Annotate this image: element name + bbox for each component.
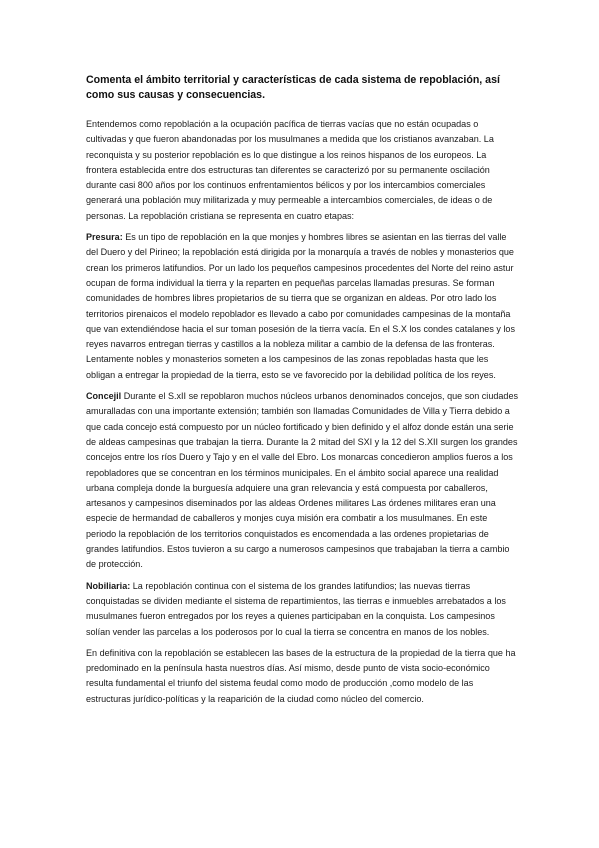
- section-heading-concejil: Concejil: [86, 391, 122, 402]
- conclusion-paragraph: En definitiva con la repoblación se establecen las bases de la estructura de la propiedad de la tierra que ha predominado en la península hasta nuestros días. Así mismo, desde punto de vista socio-económico resulta fundamental el triunfo del sistema feudal como modo de producción ,como modelo de las estructuras jurídico-políticas y la reaparición de la ciudad como núcleo del comercio.: [86, 647, 516, 704]
- section-heading-nobiliaria: Nobiliaria:: [86, 580, 131, 591]
- section-body-presura: Es un tipo de repoblación en la que monjes y hombres libres se asientan en las tierras del valle del Duero y del Pirineo; la repoblación está dirigida por la monarquía a través de nobles y monasterios que crean los primeros latifundios. Por un lado los pequeños campesinos procedentes del Norte del reino astur ocupan de forma individual la tierra y la reparten en pequeñas parcelas llamadas presuras. Se forman comunidades de hombres libres propietarios de su tierra que se organizan en aldeas. Por otro lado los territorios pirenaicos el modelo repoblador es llevado a cabo por comunidades campesinas de la montaña que van extendiéndose hacia el sur toman posesión de la tierra vacía. En el S.X los condes catalanes y los reyes navarros entregan tierras y castillos a la nobleza militar a cambio de la defensa de las fronteras. Lentamente nobles y monasterios someten a los campesinos de las zonas repobladas hasta que les obligan a entregar la propiedad de la tierra, esto se ve favorecido por la debilidad política de los reyes.: [86, 232, 515, 380]
- section-nobiliaria: [86, 579, 519, 640]
- section-heading-presura: Presura:: [86, 232, 123, 243]
- intro-paragraph: Entendemos como repoblación a la ocupación pacífica de tierras vacías que no están ocupadas o cultivadas y que fueron abandonadas por los musulmanes a medida que los cristianos avanzaban. La reconquista y su posterior repoblación es lo que distingue a los reinos hispanos de los europeos. La frontera establecida entre dos estructuras tan diferentes se caracterizó por su permanente oscilación durante casi 800 años por los continuos enfrentamientos bélicos y por los intercambios comerciales generará una población muy militarizada y muy permeable a intercambios comerciales, de ideas o de personas. La repoblación cristiana se representa en cuatro etapas:: [86, 119, 494, 221]
- section-concejil: [86, 389, 519, 573]
- section-presura: [86, 230, 519, 383]
- section-body-concejil: Durante el S.xII se repoblaron muchos núcleos urbanos denominados concejos, que son ciudades amuralladas con una importante extensión; también son llamadas Comunidades de Villa y Tierra debido a que cada concejo está compuesto por un núcleo fortificado y bien definido y el alfoz donde están una serie de aldeas campesinas que trabajan la tierra. Durante la 2 mitad del SXI y la 12 del S.XII surgen los grandes concejos entre los ríos Duero y Tajo y en el valle del Ebro. Los monarcas concedieron amplios fueros a los repobladores que se concentran en los términos municipales. En el ámbito social aparece una realidad urbana compleja donde la burguesía adquiere una gran relevancia y está compuesta por caballeros, artesanos y campesinos diseminados por las aldeas Ordenes militares Las órdenes militares eran una especie de hermandad de caballeros y monjes cuya misión era combatir a los musulmanes. En este periodo la repoblación de los territorios conquistados es encomendada a las ordenes propietarias de grandes latifundios. Estos tuvieron a su cargo a numerosos campesinos que trabajaban la tierra a cambio de protección.: [86, 391, 519, 570]
- document-title: Comenta el ámbito territorial y características de cada sistema de repoblación, así como sus causas y consecuencias.: [86, 74, 500, 101]
- section-body-nobiliaria: La repoblación continua con el sistema de los grandes latifundios; las nuevas tierras conquistadas se dividen mediante el sistema de repartimientos, las tierras e inmuebles arrebatados a los musulmanes fueron entregados por los reyes a quienes participaban en la conquista. Los campesinos solían vender las parcelas a los poderosos por lo cual la tierra se concentra en manos de los nobles.: [86, 580, 506, 637]
